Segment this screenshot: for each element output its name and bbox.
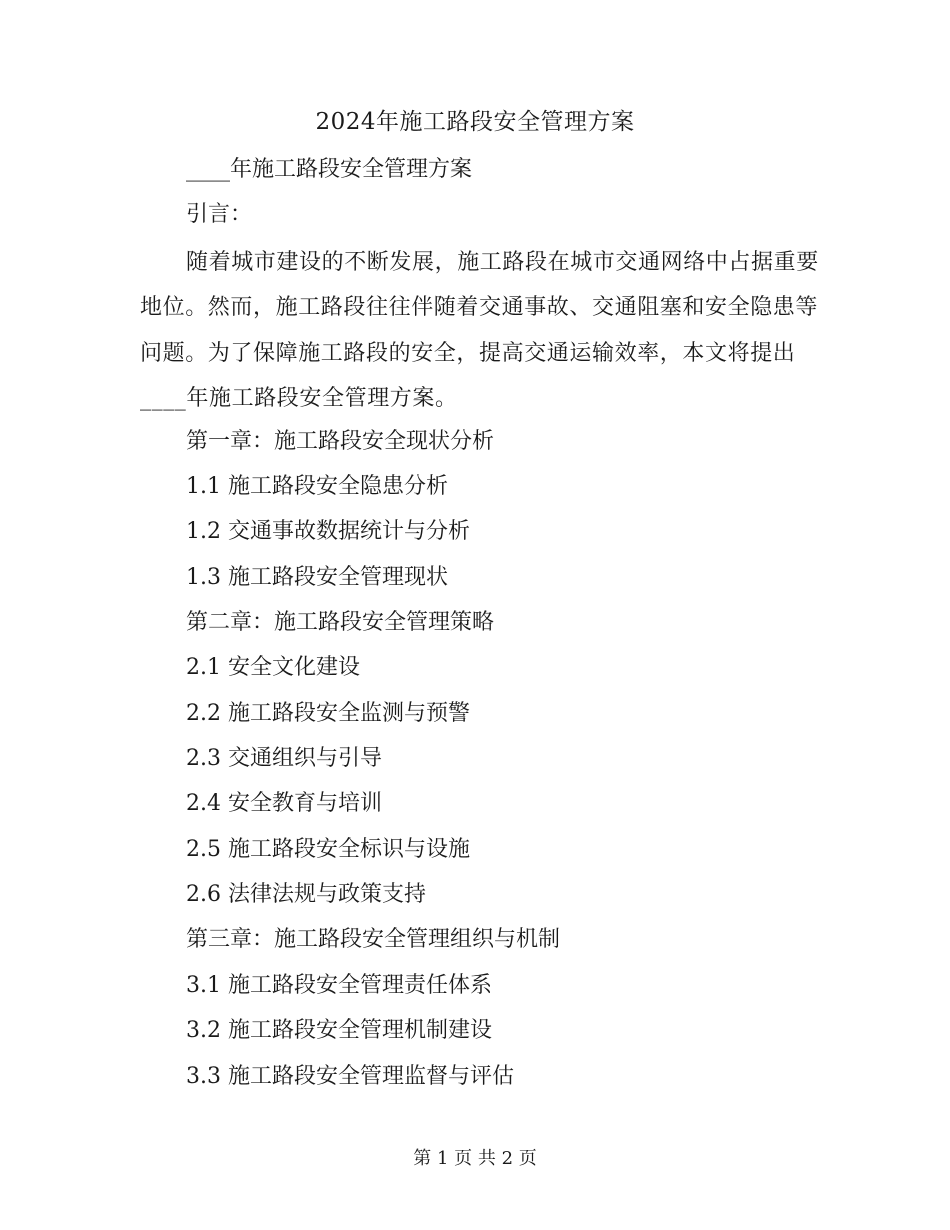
document-subtitle: ____年施工路段安全管理方案: [186, 157, 473, 182]
toc-item-2-5: 2.5 施工路段安全标识与设施: [186, 837, 470, 862]
document-title: 2024年施工路段安全管理方案: [315, 109, 635, 135]
toc-chapter-3: 第三章：施工路段安全管理组织与机制: [186, 927, 561, 952]
toc-item-3-1: 3.1 施工路段安全管理责任体系: [186, 973, 492, 998]
toc-item-2-3: 2.3 交通组织与引导: [186, 746, 382, 771]
toc-chapter-2: 第二章：施工路段安全管理策略: [186, 610, 495, 635]
toc-item-2-6: 2.6 法律法规与政策支持: [186, 882, 426, 907]
intro-paragraph: 随着城市建设的不断发展，施工路段在城市交通网络中占据重要地位。然而，施工路段往往伴随着交通事故、交通阻塞和安全隐患等问题。为了保障施工路段的安全，提高交通运输效率，本文将提出____年施工路段安全管理方案。: [140, 250, 819, 411]
toc-item-2-1: 2.1 安全文化建设: [186, 655, 360, 680]
toc-chapter-1: 第一章：施工路段安全现状分析: [186, 429, 495, 454]
page-footer: 第 1 页 共 2 页: [413, 1148, 537, 1169]
intro-heading: 引言：: [186, 202, 253, 227]
toc-item-2-4: 2.4 安全教育与培训: [186, 791, 382, 816]
toc-item-2-2: 2.2 施工路段安全监测与预警: [186, 701, 470, 726]
toc-item-3-3: 3.3 施工路段安全管理监督与评估: [186, 1064, 514, 1089]
toc-item-1-2: 1.2 交通事故数据统计与分析: [186, 519, 470, 544]
toc-item-1-3: 1.3 施工路段安全管理现状: [186, 565, 448, 590]
toc-item-3-2: 3.2 施工路段安全管理机制建设: [186, 1018, 492, 1043]
toc-item-1-1: 1.1 施工路段安全隐患分析: [186, 474, 448, 499]
